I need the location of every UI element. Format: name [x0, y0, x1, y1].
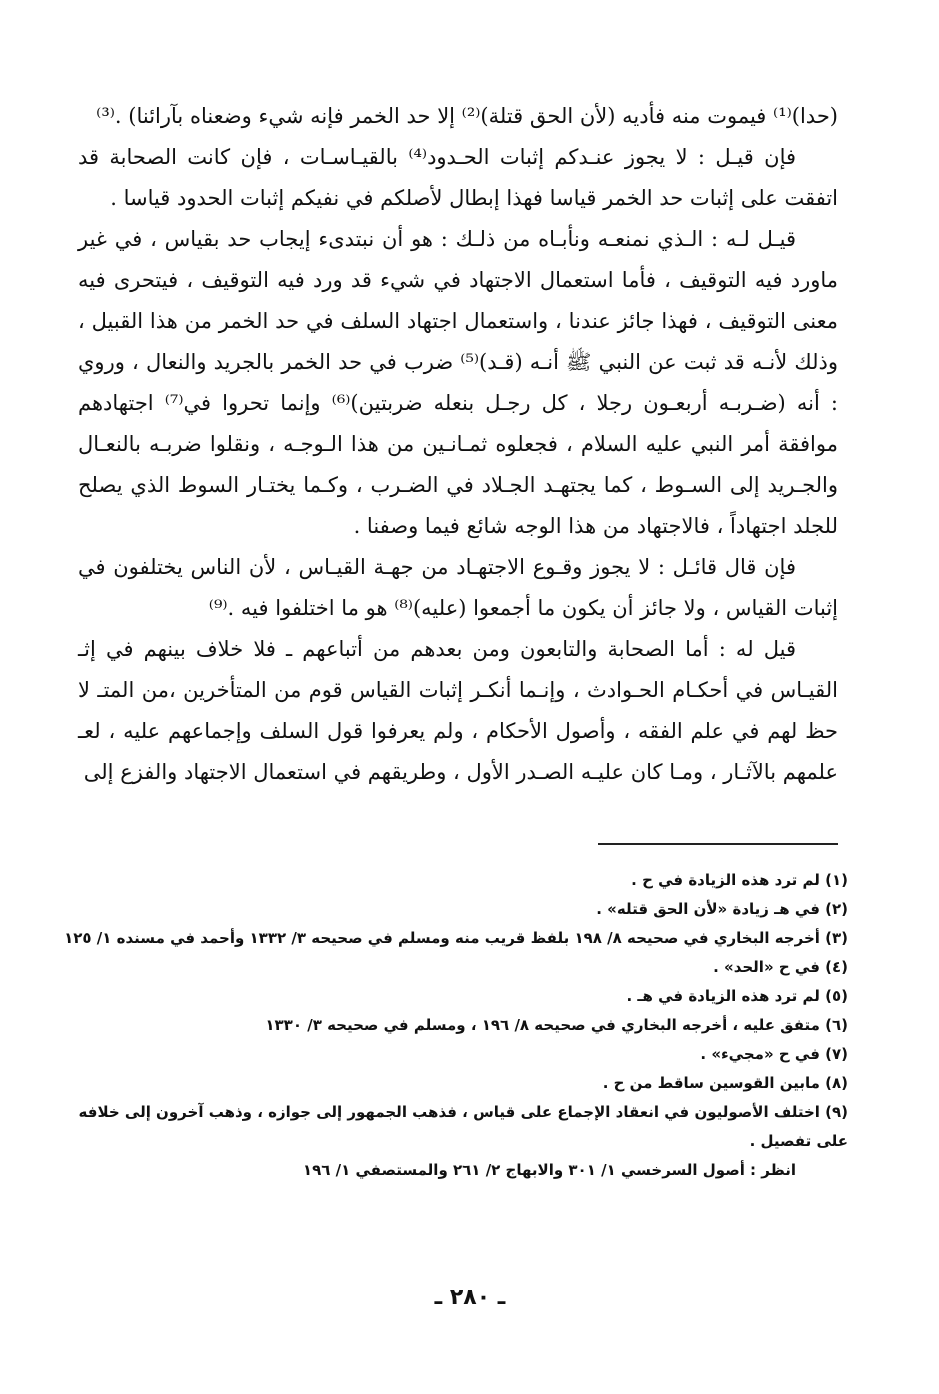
- footnote-6: (٦) متفق عليه ، أخرجه البخاري في صحيحه ٨/ ١٩٦ ، ومسلم في صحيحه ٣/ ١٣٣٠: [265, 1016, 848, 1034]
- footnote-2: (٢) في هـ زيادة «لأن الحق قتله» .: [596, 900, 848, 918]
- footnote-4: (٤) في ح «الحد» .: [713, 958, 848, 976]
- paragraph-5: قيل له : أما الصحابة والتابعون ومن بعدهم من أتباعهم ـ فلا خلاف بينهم في إثـ القيـاس في أحكـام الحـوادث ، وإنـما أنكـر إثبات القياس قوم من المتأخرين ،من المتـ لا حظ لهم في علم الفقه ، وأصول الأحكام ، ولم يعرفوا قول السلف وإجماعهم عليه ، لعـ علمهم بالآثـار ، ومـا كان عليـه الصـدر الأول ، وطريقهم في استعمال الاجتهاد والفزع إلى: [78, 637, 838, 784]
- footnote-divider: [598, 843, 838, 845]
- paragraph-3: قيـل لـه : الـذي نمنعـه ونأبـاه من ذلـك : هو أن نبتدىء إيجاب حد بقياس ، في غير ماورد فيه التوقيف ، فأما استعمال الاجتهاد في شيء قد ورد فيه التوقيف ، فيتحرى فيه معنى التوقيف ، فهذا جائز عندنا ، واستعمال اجتهاد السلف في حد الخمر من هذا القبيل ، وذلك لأنـه قد ثبت عن النبي ﷺ أنـه (قـد)⁽⁵⁾ ضرب في حد الخمر بالجريد والنعال ، وروي : أنه (ضـربـه أربعـون رجلا ، كل رجـل بنعله ضربتين)⁽⁶⁾ وإنما تحروا في⁽⁷⁾ اجتهادهم موافقة أمر النبي عليه السلام ، فجعلوه ثمـانـين من هذا الـوجـه ، ونقلوا ضربـه بالنعـال والجـريد إلى السـوط ، كما يجتهـد الجـلاد في الضـرب ، وكـما يختـار السوط الذي يصلح للجلد اجتهاداً ، فالاجتهاد من هذا الوجه شائع فيما وصفنا .: [78, 227, 838, 538]
- footnote-9-reference: انظر : أصول السرخسي ١/ ٣٠١ والابهاج ٢/ ٢٦١ والمستصفي ١/ ١٩٦: [302, 1161, 796, 1179]
- footnotes: [64, 866, 848, 1185]
- paragraph-1: (حدا)⁽¹⁾ فيموت منه فأديه (لأن الحق قتلة)⁽²⁾ إلا حد الخمر فإنه شيء وضعناه بآرائنا) .⁽³⁾: [96, 104, 838, 128]
- footnote-1: (١) لم ترد هذه الزيادة في ح .: [631, 871, 848, 889]
- footnote-3: (٣) أخرجه البخاري في صحيحه ٨/ ١٩٨ بلفظ قريب منه ومسلم في صحيحه ٣/ ١٣٣٢ وأحمد في مسنده ١/ ١٢٥: [64, 929, 848, 947]
- footnote-5: (٥) لم ترد هذه الزيادة في هـ .: [626, 987, 848, 1005]
- footnote-9: (٩) اختلف الأصوليون في انعقاد الإجماع على قياس ، فذهب الجمهور إلى جوازه ، وذهب آخرون إلى خلافه على تفصيل .: [78, 1103, 848, 1150]
- footnote-8: (٨) مابين القوسين ساقط من ح .: [602, 1074, 848, 1092]
- paragraph-4: فإن قال قائـل : لا يجوز وقـوع الاجتهـاد من جهـة القيـاس ، لأن الناس يختلفون في إثبات القياس ، ولا جائز أن يكون ما أجمعوا (عليه)⁽⁸⁾ هو ما اختلفوا فيه .⁽⁹⁾: [78, 555, 838, 620]
- page-number: ـ ٢٨٠ ـ: [434, 1285, 506, 1310]
- main-text: [78, 96, 838, 793]
- footnote-7: (٧) في ح «مجيء» .: [700, 1045, 848, 1063]
- paragraph-2: فإن قيـل : لا يجوز عنـدكم إثبات الحـدود⁽⁴⁾ بالقيـاسـات ، فإن كانت الصحابة قد اتفقت على إثبات حد الخمر قياسا فهذا إبطال لأصلكم في نفيكم إثبات الحدود قياسا .: [78, 145, 838, 210]
